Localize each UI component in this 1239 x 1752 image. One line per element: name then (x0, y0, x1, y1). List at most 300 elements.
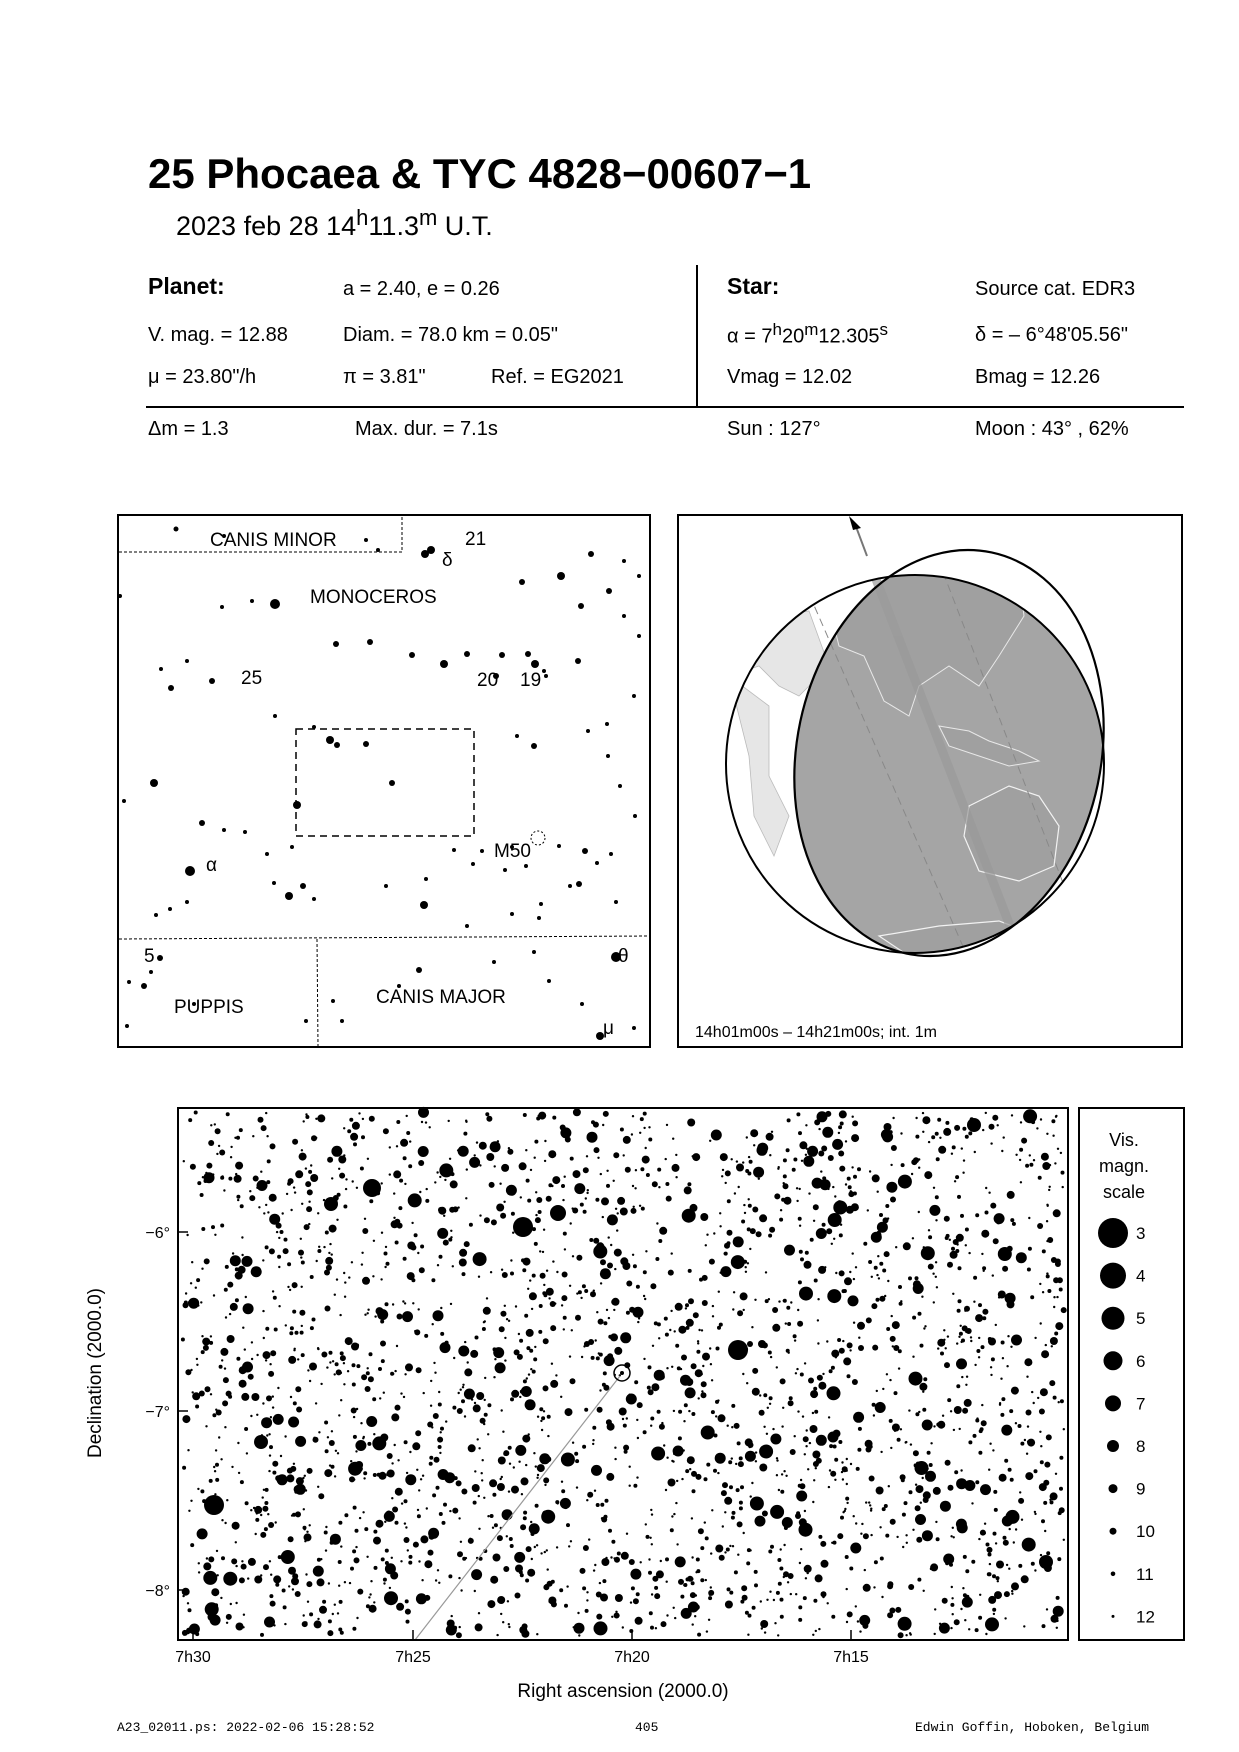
planet-reference: Ref. = EG2021 (491, 366, 624, 388)
field-star (832, 1139, 843, 1150)
field-star (547, 1415, 551, 1419)
field-star (982, 1316, 986, 1320)
field-star (1003, 1536, 1007, 1540)
field-star (952, 1145, 956, 1149)
field-star (1049, 1186, 1051, 1188)
field-star (771, 1131, 773, 1133)
field-star (405, 1474, 416, 1485)
field-star (720, 1266, 731, 1277)
field-star (783, 1571, 789, 1577)
field-star (743, 1309, 745, 1311)
field-star (525, 1399, 536, 1410)
field-star (899, 1302, 903, 1306)
field-star (250, 1415, 252, 1417)
field-star (1002, 1266, 1008, 1272)
field-star (1046, 1434, 1052, 1440)
field-star (640, 1167, 644, 1171)
field-star (629, 1485, 631, 1487)
field-star (380, 1341, 386, 1347)
field-star (583, 1345, 585, 1347)
field-star (754, 1570, 758, 1574)
field-star (827, 1602, 829, 1604)
field-star (617, 1197, 625, 1205)
field-star (1041, 1153, 1049, 1161)
field-star (852, 1379, 858, 1385)
field-star (915, 1412, 919, 1416)
field-star (236, 1195, 240, 1199)
y-tick-label: −7° (145, 1404, 170, 1421)
field-star (205, 1425, 207, 1427)
field-star (629, 1394, 631, 1396)
field-star (335, 1362, 339, 1366)
field-star (882, 1507, 886, 1511)
field-star (356, 1617, 358, 1619)
field-star (844, 1510, 846, 1512)
field-star (287, 1286, 289, 1288)
field-star (966, 1328, 972, 1334)
field-star (915, 1276, 919, 1280)
field-star (837, 1533, 843, 1539)
field-star (754, 1299, 756, 1301)
field-star (796, 1200, 798, 1202)
field-star (391, 1413, 399, 1421)
field-star (965, 1135, 969, 1139)
field-star (738, 1245, 740, 1247)
field-star (535, 1191, 537, 1193)
field-star (501, 1269, 503, 1271)
field-star (1059, 1487, 1063, 1491)
field-star (648, 1365, 652, 1369)
field-star (887, 1280, 889, 1282)
field-star (826, 1340, 828, 1342)
field-star (295, 1484, 306, 1495)
field-star (213, 1294, 215, 1296)
field-star (500, 1613, 502, 1615)
field-star (1059, 1507, 1065, 1513)
field-star (364, 1314, 366, 1316)
field-star (993, 1532, 997, 1536)
field-star (796, 1368, 798, 1370)
field-star (652, 1345, 654, 1347)
field-star (262, 1506, 268, 1512)
field-star (890, 1197, 896, 1203)
field-star (690, 1204, 698, 1212)
field-star (421, 1579, 423, 1581)
field-star (644, 1298, 646, 1300)
field-star (633, 1598, 639, 1604)
field-star (851, 1166, 853, 1168)
field-star (803, 1596, 807, 1600)
field-star (203, 1562, 211, 1570)
field-star (675, 1176, 677, 1178)
field-star (566, 1523, 570, 1527)
field-star (688, 1298, 694, 1304)
field-star (215, 1409, 217, 1411)
field-star (885, 1204, 889, 1208)
field-star (538, 1210, 542, 1214)
field-star (226, 1622, 228, 1624)
field-star (1004, 1591, 1010, 1597)
field-star (759, 1464, 767, 1472)
field-star (450, 1180, 458, 1188)
field-star (891, 1315, 893, 1317)
field-star (327, 1157, 333, 1163)
field-star (817, 1319, 819, 1321)
field-star (387, 1470, 395, 1478)
field-star (1007, 1246, 1013, 1252)
field-star (591, 1356, 595, 1360)
field-star (879, 1213, 883, 1217)
field-star (303, 1120, 305, 1122)
field-star (719, 1225, 721, 1227)
field-star (473, 1404, 481, 1412)
field-star (400, 1139, 408, 1147)
field-star (1051, 1257, 1057, 1263)
field-star (901, 1478, 905, 1482)
field-star (572, 1255, 574, 1257)
field-star (800, 1257, 804, 1261)
field-star (395, 1405, 401, 1411)
field-star (835, 1356, 837, 1358)
field-star (577, 1612, 579, 1614)
field-star (658, 1337, 660, 1339)
field-star (922, 1408, 926, 1412)
field-star (258, 1206, 260, 1208)
field-star (405, 1526, 407, 1528)
field-star (1016, 1252, 1027, 1263)
field-star (711, 1379, 713, 1381)
field-star (987, 1572, 991, 1576)
field-star (340, 1545, 342, 1547)
field-star (753, 1167, 764, 1178)
field-star (287, 1262, 291, 1266)
field-star (328, 1619, 332, 1623)
field-star (1038, 1176, 1042, 1180)
field-star (873, 1586, 875, 1588)
field-star (1063, 1428, 1065, 1430)
field-star (876, 1487, 884, 1495)
field-star (732, 1545, 734, 1547)
field-star (527, 1569, 535, 1577)
field-star (439, 1255, 443, 1259)
field-star (829, 1444, 833, 1448)
field-star (665, 1333, 669, 1337)
field-star (381, 1557, 385, 1561)
field-star (212, 1413, 216, 1417)
field-star (596, 1614, 602, 1620)
field-star (833, 1430, 841, 1438)
field-star (548, 1150, 556, 1158)
field-star (765, 1447, 767, 1449)
field-star (437, 1264, 439, 1266)
field-star (470, 1350, 478, 1358)
field-star (988, 1553, 992, 1557)
field-star (1040, 1322, 1042, 1324)
field-star (763, 1426, 765, 1428)
field-star (318, 1431, 320, 1433)
field-star (393, 1217, 395, 1219)
field-star (780, 1378, 786, 1384)
field-star (337, 1452, 339, 1454)
field-star (755, 1516, 766, 1527)
field-star (659, 1424, 665, 1430)
field-star (502, 1431, 504, 1433)
field-star (767, 1407, 769, 1409)
scale-label: 5 (1136, 1309, 1146, 1329)
field-star (370, 1580, 372, 1582)
field-star (981, 1420, 987, 1426)
field-star (1009, 1528, 1011, 1530)
field-star (338, 1560, 342, 1564)
field-star (704, 1521, 706, 1523)
field-star (452, 1508, 458, 1514)
field-star (581, 1356, 583, 1358)
field-star (532, 1274, 536, 1278)
field-star (778, 1300, 780, 1302)
field-star (770, 1545, 774, 1549)
field-star (369, 1593, 371, 1595)
field-star (586, 1599, 588, 1601)
field-star (591, 1465, 602, 1476)
field-star (539, 1407, 543, 1411)
field-star (196, 1278, 200, 1282)
field-star (299, 1153, 307, 1161)
field-star (191, 1261, 193, 1263)
field-star (412, 1302, 414, 1304)
field-star (309, 1524, 311, 1526)
field-star (706, 1463, 710, 1467)
field-star (871, 1232, 882, 1243)
field-star (361, 1252, 363, 1254)
field-star (861, 1523, 863, 1525)
field-star (639, 1132, 641, 1134)
field-star (469, 1223, 473, 1227)
field-star (362, 1118, 364, 1120)
field-star (332, 1613, 334, 1615)
field-star (433, 1362, 435, 1364)
field-star (729, 1545, 731, 1547)
field-star (586, 1192, 588, 1194)
field-star (1047, 1205, 1049, 1207)
field-star (1011, 1387, 1019, 1395)
field-star (880, 1557, 884, 1561)
field-star (636, 1285, 640, 1289)
field-star (974, 1151, 976, 1153)
field-star (335, 1450, 337, 1452)
field-star (847, 1611, 853, 1617)
field-star (1000, 1413, 1004, 1417)
field-star (307, 1601, 309, 1603)
field-star (724, 1243, 730, 1249)
field-star (238, 1472, 240, 1474)
field-star (301, 1286, 303, 1288)
field-star (960, 1469, 962, 1471)
field-star (268, 1522, 274, 1528)
field-star (265, 1327, 269, 1331)
field-star (539, 1453, 550, 1464)
footer-page-number: 405 (635, 1720, 659, 1735)
field-star (187, 1602, 189, 1604)
field-star (508, 1320, 510, 1322)
field-star (348, 1276, 350, 1278)
field-star (1008, 1568, 1010, 1570)
field-star (975, 1314, 983, 1322)
field-star (200, 1489, 204, 1493)
field-star (988, 1596, 996, 1604)
field-star (980, 1484, 991, 1495)
field-star (364, 1218, 366, 1220)
field-star (373, 1530, 377, 1534)
field-star (328, 1582, 330, 1584)
field-star (622, 1626, 624, 1628)
field-star (965, 1569, 969, 1573)
field-star (535, 1214, 537, 1216)
field-star (434, 1372, 436, 1374)
star-label-5: 5 (144, 946, 155, 967)
field-star (239, 1380, 247, 1388)
field-star (547, 1435, 549, 1437)
field-star (404, 1183, 406, 1185)
field-star (369, 1352, 373, 1356)
field-star (872, 1345, 878, 1351)
field-star (829, 1469, 831, 1471)
field-star (383, 1578, 387, 1582)
field-star (386, 1262, 390, 1266)
field-star (689, 1468, 691, 1470)
field-star (204, 1179, 208, 1183)
field-star (479, 1214, 481, 1216)
field-star (892, 1321, 900, 1329)
field-star (898, 1175, 912, 1189)
field-star (915, 1135, 919, 1139)
field-star (306, 1531, 308, 1533)
field-star (541, 1429, 543, 1431)
field-star (626, 1417, 628, 1419)
field-star (190, 1543, 194, 1547)
field-star (583, 1210, 587, 1214)
field-star (260, 1532, 266, 1538)
field-star (635, 1169, 637, 1171)
field-star (957, 1195, 961, 1199)
field-star (275, 1521, 277, 1523)
field-star (852, 1120, 858, 1126)
field-star (1003, 1540, 1009, 1546)
field-star (634, 1380, 638, 1384)
field-star (484, 1399, 486, 1401)
field-star (300, 1331, 304, 1335)
field-star (623, 1154, 625, 1156)
field-star (898, 1632, 904, 1638)
constellation-monoceros: MONOCEROS (310, 587, 437, 608)
field-star (588, 1538, 590, 1540)
field-star (206, 1163, 212, 1169)
field-star (957, 1309, 961, 1313)
field-star (1015, 1154, 1017, 1156)
field-star (340, 1399, 342, 1401)
field-star (633, 1484, 637, 1488)
planet-diameter: Diam. = 78.0 km = 0.05" (343, 324, 558, 346)
field-star (606, 1170, 608, 1172)
field-star (502, 1509, 513, 1520)
field-star (550, 1380, 558, 1388)
field-star (408, 1193, 422, 1207)
field-star (267, 1211, 269, 1213)
field-star (268, 1371, 274, 1377)
field-star (887, 1217, 889, 1219)
field-star (536, 1197, 542, 1203)
field-star (278, 1305, 280, 1307)
field-star (444, 1179, 446, 1181)
field-star (832, 1352, 834, 1354)
field-star (494, 1165, 496, 1167)
field-star (600, 1173, 602, 1175)
field-star (1033, 1402, 1035, 1404)
field-star (263, 1489, 265, 1491)
field-star (691, 1517, 693, 1519)
field-star (306, 1581, 312, 1587)
field-star (192, 1391, 194, 1393)
field-star (715, 1453, 726, 1464)
field-star (895, 1246, 897, 1248)
field-star (501, 1476, 503, 1478)
field-star (484, 1217, 490, 1223)
field-star (652, 1181, 658, 1187)
field-star (444, 1472, 455, 1483)
field-star (831, 1366, 835, 1370)
field-star (246, 1258, 248, 1260)
field-star (831, 1542, 833, 1544)
field-star (329, 1225, 337, 1233)
field-star (561, 1184, 565, 1188)
field-star (218, 1436, 220, 1438)
field-star (918, 1211, 920, 1213)
field-star (230, 1603, 232, 1605)
field-star (256, 1414, 258, 1416)
field-star (832, 1186, 834, 1188)
field-star (1040, 1388, 1048, 1396)
field-star (992, 1115, 998, 1121)
field-star (670, 1528, 674, 1532)
field-star (305, 1115, 309, 1119)
field-star (794, 1339, 796, 1341)
field-star (418, 1308, 420, 1310)
field-star (266, 1395, 272, 1401)
field-star (1057, 1557, 1061, 1561)
field-star (1019, 1159, 1021, 1161)
field-star (760, 1502, 762, 1504)
field-star (210, 1393, 212, 1395)
field-star (912, 1356, 914, 1358)
field-star (886, 1327, 890, 1331)
field-star (705, 1244, 707, 1246)
field-star (665, 1557, 669, 1561)
field-star (889, 1419, 893, 1423)
field-star (614, 1249, 622, 1257)
field-star (965, 1228, 969, 1232)
field-star (715, 1415, 717, 1417)
field-star (988, 1469, 990, 1471)
field-star (464, 1341, 466, 1343)
field-star (914, 1463, 918, 1467)
field-star (530, 1521, 532, 1523)
field-star (648, 1558, 650, 1560)
field-star (477, 1438, 479, 1440)
field-star (950, 1603, 954, 1607)
field-star (270, 1416, 272, 1418)
field-star (759, 1214, 767, 1222)
field-star (295, 1591, 301, 1597)
field-star (1037, 1223, 1043, 1229)
